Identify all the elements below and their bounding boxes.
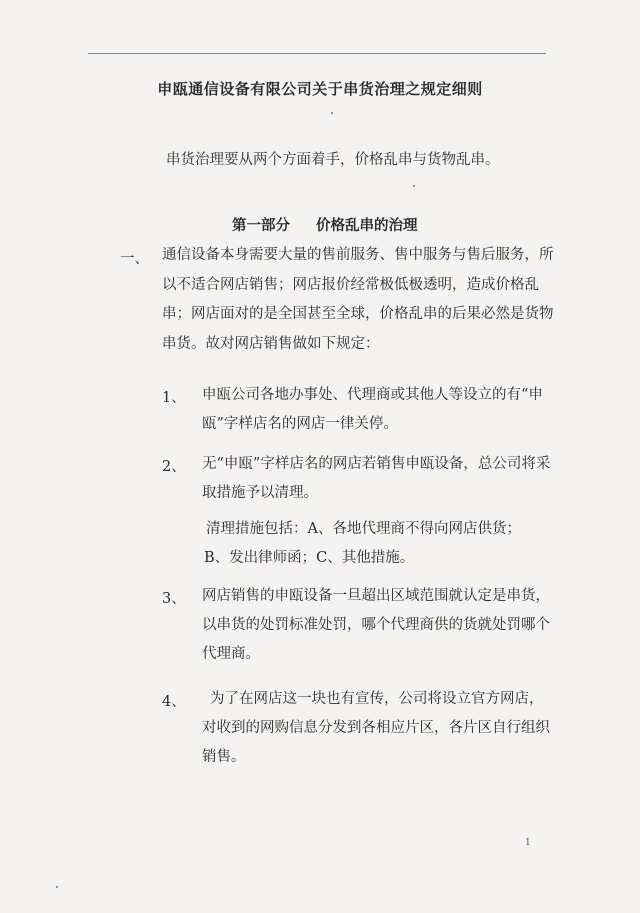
list-item: 为了在网店这一块也有宣传，公司将设立官方网店，对收到的网购信息分发到各相应片区，各片区自行组织销售。 xyxy=(202,691,550,765)
list-item: 无“申瓯”字样店名的网店若销售申瓯设备，总公司将采取措施予以清理。 xyxy=(202,456,551,501)
item-number: 4、 xyxy=(162,694,186,710)
scan-speck xyxy=(413,185,415,187)
section-number: 一、 xyxy=(120,251,149,267)
scan-speck xyxy=(56,886,58,888)
intro-text: 串货治理要从两个方面着手，价格乱串与货物乱串。 xyxy=(166,152,500,168)
part-label: 第一部分 xyxy=(232,217,290,234)
document-title: 申瓯通信设备有限公司关于串货治理之规定细则 xyxy=(157,80,483,98)
header-rule xyxy=(88,53,546,54)
scan-speck xyxy=(331,112,333,114)
item-number: 2、 xyxy=(162,459,186,475)
list-item: 清理措施包括：A、各地代理商不得向网店供货；B、发出律师函；C、其他措施。 xyxy=(204,521,521,566)
part-title: 价格乱串的治理 xyxy=(316,217,418,234)
list-item: 网店销售的申瓯设备一旦超出区域范围就认定是串货，以串货的处罚标准处罚，哪个代理商供的货就处罚哪个代理商。 xyxy=(202,588,550,662)
page-number: 1 xyxy=(525,838,531,848)
list-item: 申瓯公司各地办事处、代理商或其他人等设立的有“申瓯”字样店名的网店一律关停。 xyxy=(202,387,543,432)
item-number: 3、 xyxy=(162,591,186,607)
section-paragraph: 通信设备本身需要大量的售前服务、售中服务与售后服务，所以不适合网店销售；网店报价经常极低极透明，造成价格乱串；网店面对的是全国甚至全球，价格乱串的后果必然是货物串货。故对网店销售做如下规定： xyxy=(162,247,554,352)
item-number: 1、 xyxy=(162,390,186,406)
part-heading xyxy=(232,214,418,235)
